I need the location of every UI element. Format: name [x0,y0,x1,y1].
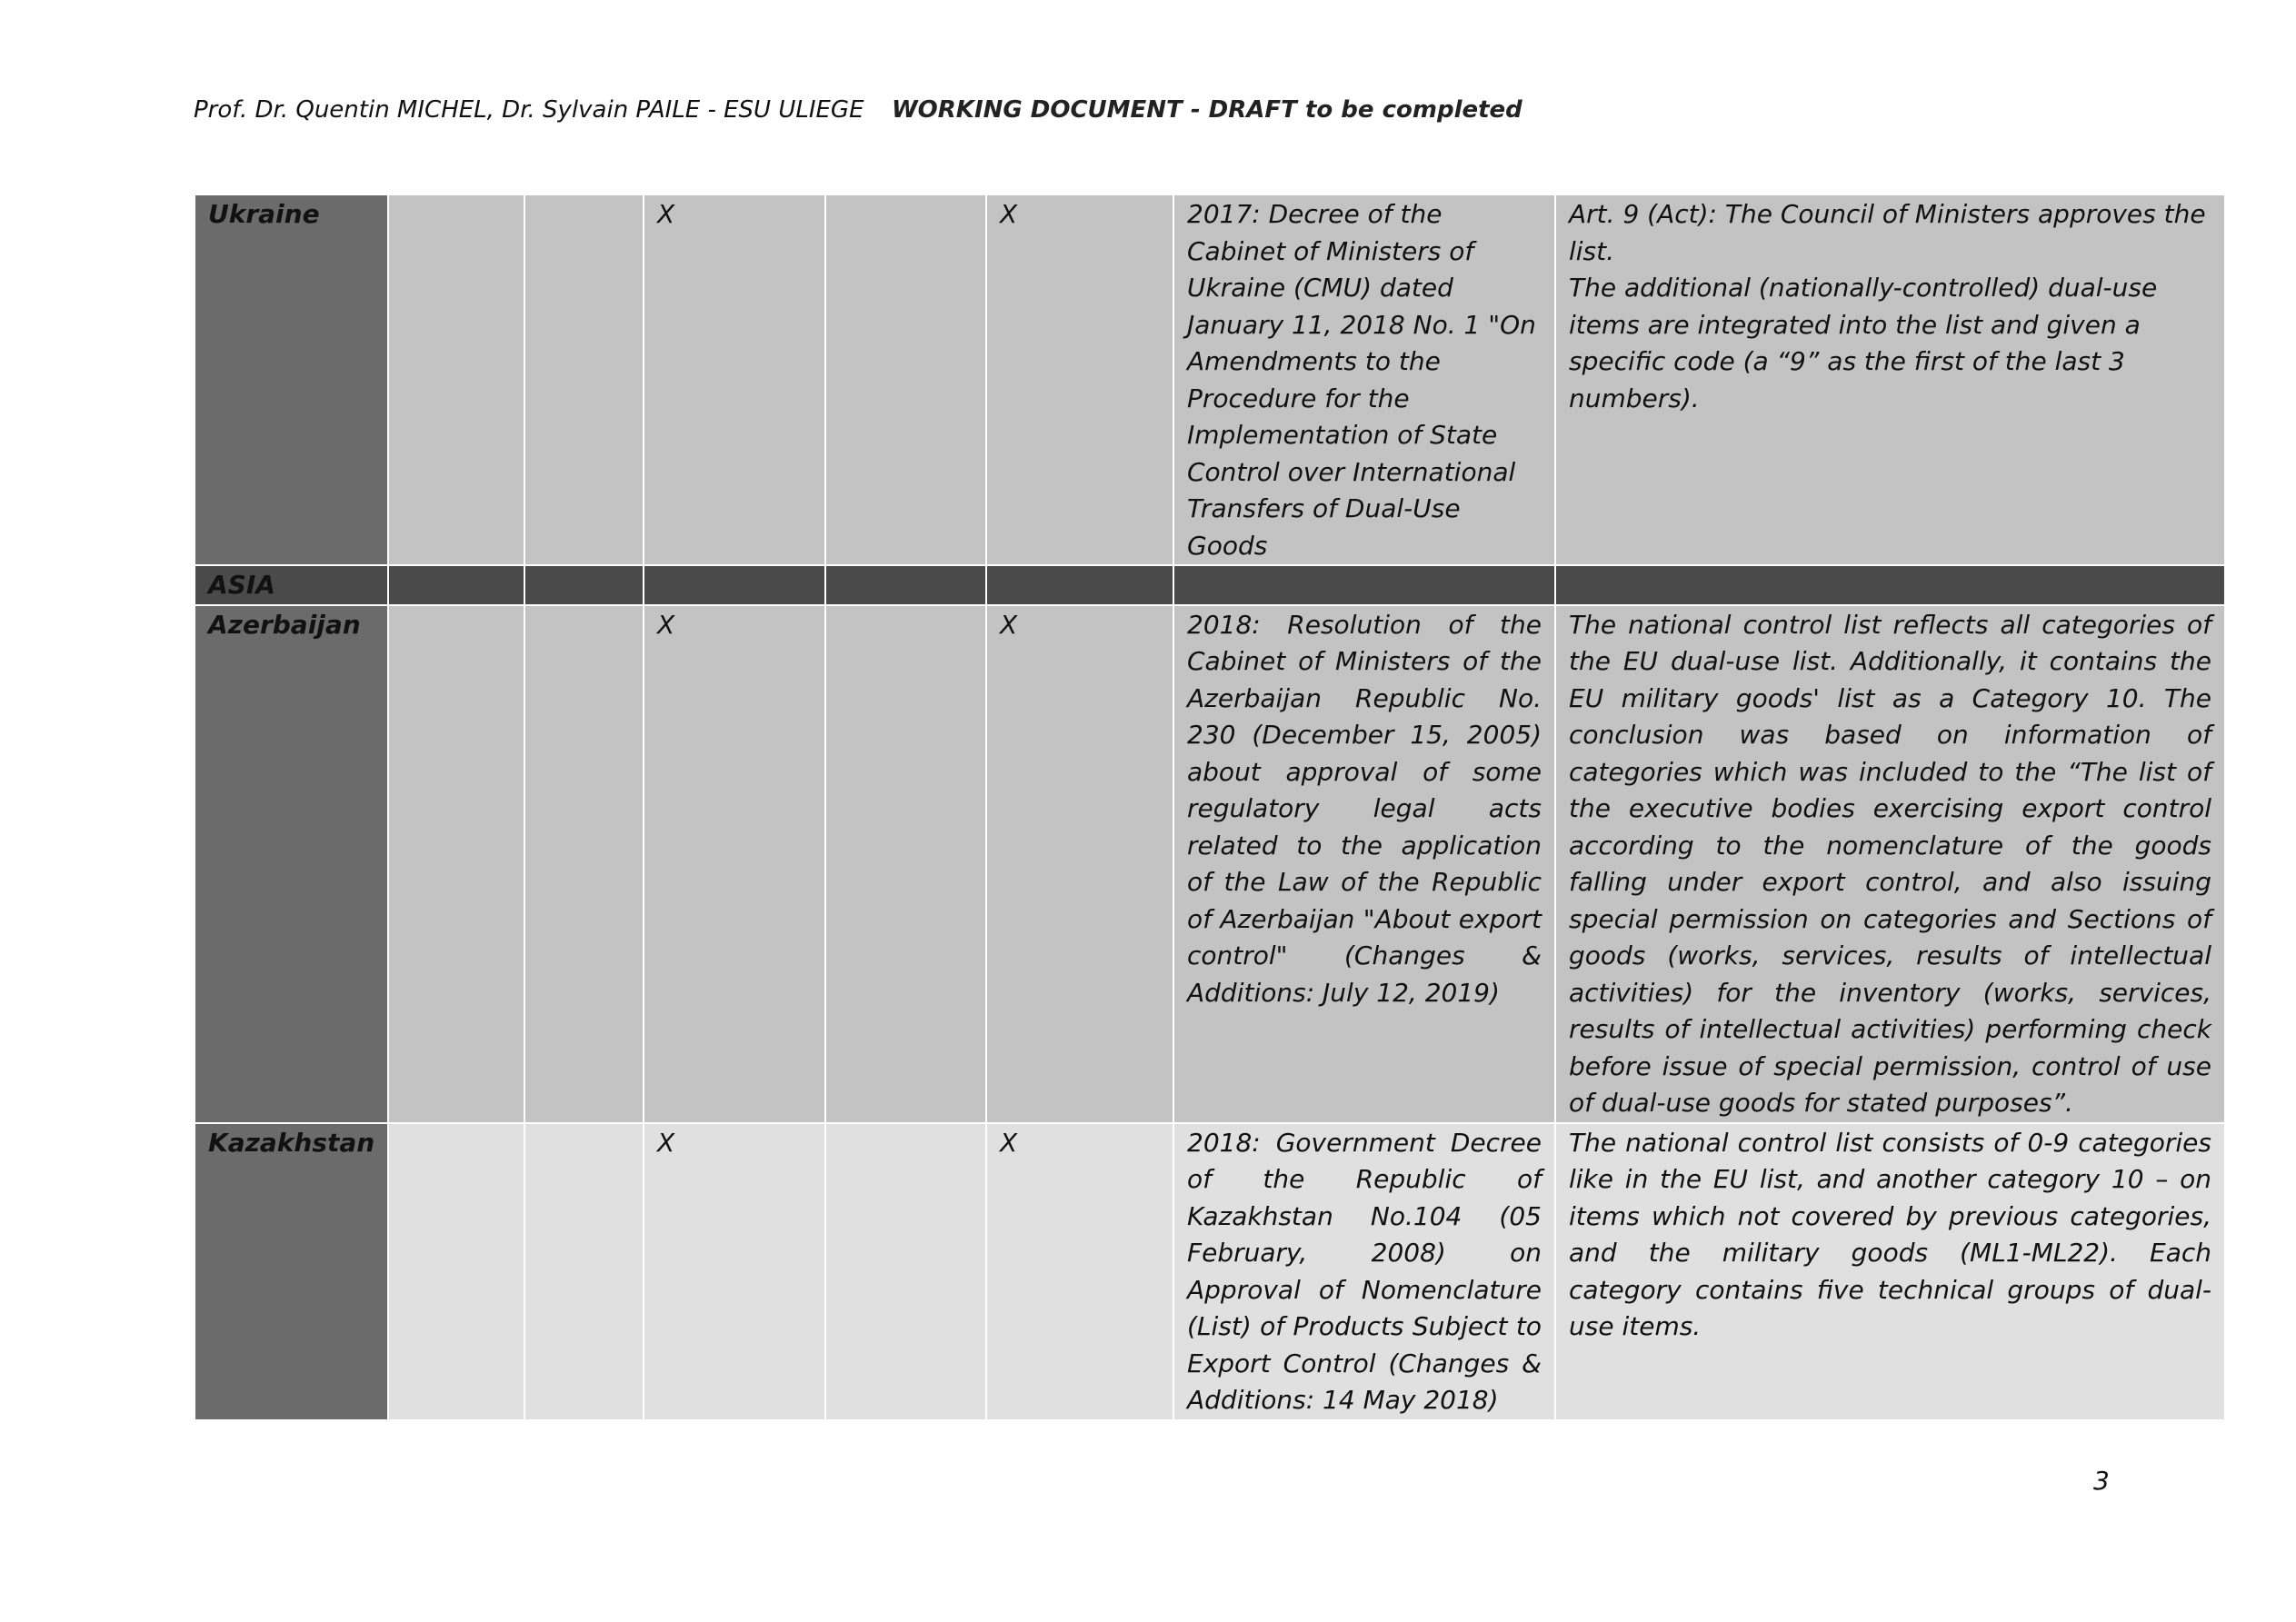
comments-line: The additional (nationally-controlled) dual-use items are integrated into the list and given a specific code (a “9” as the first of the last 3 numbers). [1569,273,2158,413]
empty-cell [825,194,986,565]
empty-cell [388,194,524,565]
empty-cell [524,605,644,1123]
empty-cell [524,1123,644,1420]
table-row-ukraine [195,194,2225,565]
empty-cell [986,565,1173,605]
empty-cell [1173,565,1555,605]
empty-cell [644,565,825,605]
empty-cell [388,565,524,605]
empty-cell [825,565,986,605]
country-cell: Azerbaijan [195,605,388,1123]
mark-cell: X [644,194,825,565]
mark-cell: X [986,1123,1173,1420]
legal-basis-cell: 2018: Resolution of the Cabinet of Ministers of the Azerbaijan Republic No. 230 (December 15, 2005) about approval of some regulatory legal acts related to the application of the Law of the Republic of Azerbaijan "About export control" (Changes & Additions: July 12, 2019) [1173,605,1555,1123]
region-label: ASIA [195,565,388,605]
empty-cell [1555,565,2225,605]
mark-cell: X [986,605,1173,1123]
legal-basis-cell: 2018: Government Decree of the Republic of Kazakhstan No.104 (05 February, 2008) on Approval of Nomenclature (List) of Products Subject to Export Control (Changes & Additions: 14 May 2018) [1173,1123,1555,1420]
comments-line: Art. 9 (Act): The Council of Ministers approves the list. [1569,199,2206,266]
mark-cell: X [986,194,1173,565]
comments-cell [1555,194,2225,565]
mark-cell: X [644,1123,825,1420]
table-row-kazakhstan [195,1123,2225,1420]
comments-cell: The national control list reflects all categories of the EU dual-use list. Additionally, it contains the EU military goods' list as a Category 10. The conclusion was based on information of categories which was included to the “The list of the executive bodies exercising export control according to the nomenclature of the goods falling under export control, and also issuing special permission on categories and Sections of goods (works, services, results of intellectual activities) for the inventory (works, services, results of intellectual activities) performing check before issue of special permission, control of use of dual-use goods for stated purposes”. [1555,605,2225,1123]
empty-cell [825,1123,986,1420]
empty-cell [388,1123,524,1420]
header-authors: Prof. Dr. Quentin MICHEL, Dr. Sylvain PAILE - ESU ULIEGE [194,96,864,124]
country-cell: Kazakhstan [195,1123,388,1420]
empty-cell [524,565,644,605]
legal-basis-cell: 2017: Decree of the Cabinet of Ministers of Ukraine (CMU) dated January 11, 2018 No. 1 "On Amendments to the Procedure for the Implementation of State Control over International Transfers of Dual-Use Goods [1173,194,1555,565]
table-row-region-asia [195,565,2225,605]
page-header [194,96,1522,124]
empty-cell [825,605,986,1123]
country-cell: Ukraine [195,194,388,565]
page-number: 3 [2093,1466,2110,1496]
table-row-azerbaijan [195,605,2225,1123]
empty-cell [388,605,524,1123]
mark-cell: X [644,605,825,1123]
empty-cell [524,194,644,565]
country-table [194,194,2226,1421]
header-status: WORKING DOCUMENT - DRAFT to be completed [892,96,1522,124]
comments-cell: The national control list consists of 0-9 categories like in the EU list, and another category 10 – on items which not covered by previous categories, and the military goods (ML1-ML22). Each category contains five technical groups of dual-use items. [1555,1123,2225,1420]
